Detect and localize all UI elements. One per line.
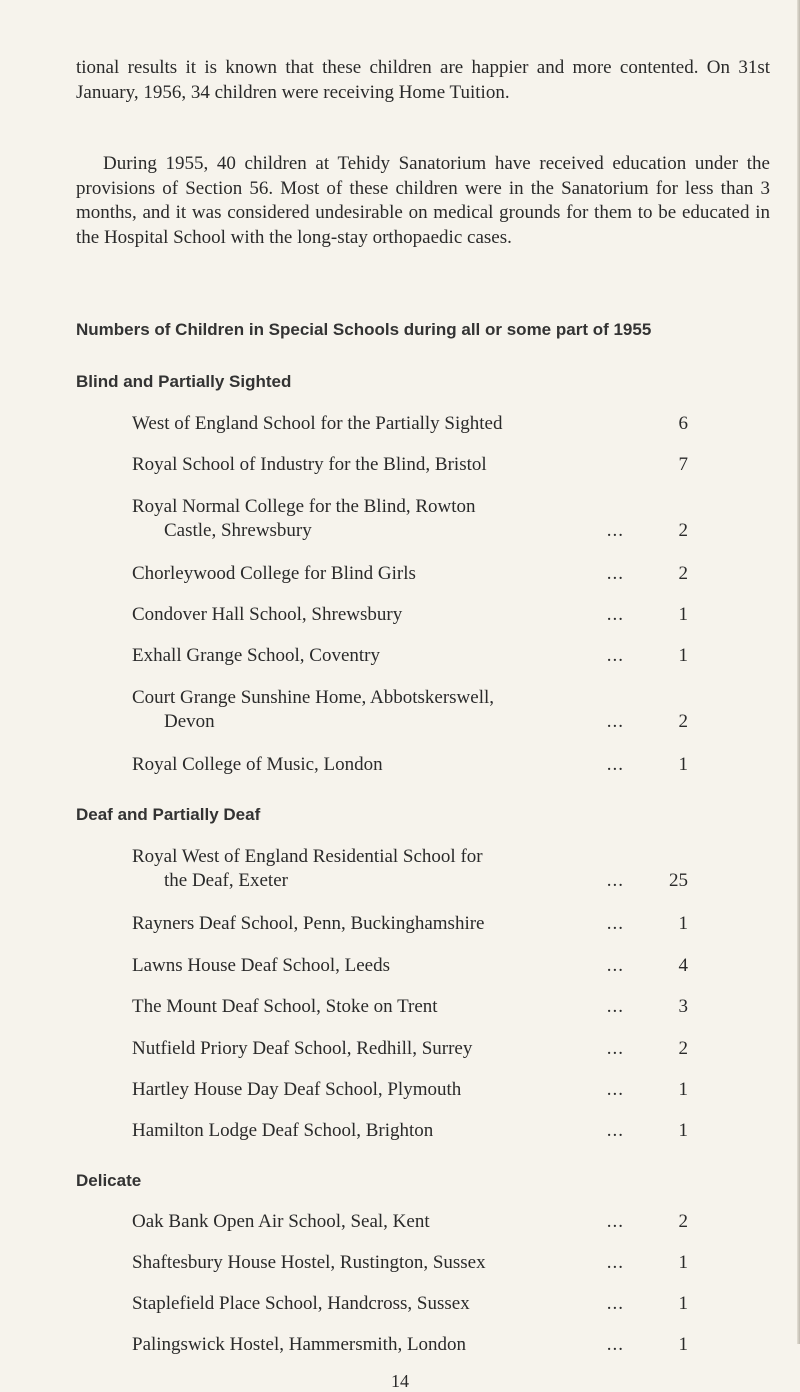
leader-dots: ... [606, 955, 624, 976]
school-name: Royal School of Industry for the Blind, Bristol [132, 454, 487, 475]
list-item [132, 453, 688, 477]
school-name-continued: Castle, Shrewsbury [164, 520, 312, 541]
list-item [132, 562, 688, 586]
child-count: 1 [678, 645, 688, 666]
school-name: Staplefield Place School, Handcross, Sussex [132, 1293, 470, 1314]
list-item [132, 1078, 688, 1102]
child-count: 2 [678, 1211, 688, 1232]
child-count: 1 [678, 1120, 688, 1141]
page-number: 14 [391, 1371, 409, 1391]
child-count: 2 [678, 1038, 688, 1059]
leader-dots: ... [606, 520, 624, 541]
list-item [132, 753, 688, 777]
school-name-continued: Devon [164, 711, 215, 732]
section-title-blind: Blind and Partially Sighted [76, 372, 292, 391]
child-count: 7 [678, 454, 688, 475]
leader-dots: ... [606, 1334, 624, 1355]
list-item [132, 995, 688, 1019]
leader-dots: ... [606, 913, 624, 934]
list-item [132, 1251, 688, 1275]
section-title-delicate: Delicate [76, 1171, 142, 1190]
list-item [132, 1292, 688, 1316]
list-item [132, 686, 688, 734]
school-name: Rayners Deaf School, Penn, Buckinghamshire [132, 913, 485, 934]
leader-dots: ... [606, 754, 624, 775]
school-name: Palingswick Hostel, Hammersmith, London [132, 1334, 467, 1355]
section-title-deaf: Deaf and Partially Deaf [76, 805, 261, 824]
list-item [132, 495, 688, 543]
child-count: 1 [678, 1334, 688, 1355]
list-item [132, 644, 688, 668]
school-name: Chorleywood College for Blind Girls [132, 563, 416, 584]
school-name: West of England School for the Partially Sighted [132, 413, 503, 434]
leader-dots: ... [606, 996, 624, 1017]
school-name: Exhall Grange School, Coventry [132, 645, 381, 666]
main-heading: Numbers of Children in Special Schools during all or some part of 1955 [76, 320, 652, 339]
child-count: 2 [678, 711, 688, 732]
list-item [132, 1037, 688, 1061]
child-count: 1 [678, 754, 688, 775]
child-count: 1 [678, 913, 688, 934]
list-item [132, 912, 688, 936]
leader-dots: ... [606, 604, 624, 625]
leader-dots: ... [606, 1120, 624, 1141]
child-count: 3 [678, 996, 688, 1017]
leader-dots: ... [606, 1079, 624, 1100]
school-name: Royal West of England Residential School for [132, 846, 483, 867]
list-item [132, 603, 688, 627]
school-name: Court Grange Sunshine Home, Abbotskerswell, [132, 687, 495, 708]
leader-dots: ... [606, 711, 624, 732]
child-count: 1 [678, 1079, 688, 1100]
leader-dots: ... [606, 1252, 624, 1273]
school-name: Nutfield Priory Deaf School, Redhill, Surrey [132, 1038, 473, 1059]
leader-dots: ... [606, 563, 624, 584]
child-count: 1 [678, 604, 688, 625]
list-item [132, 1333, 688, 1357]
leader-dots: ... [606, 1211, 624, 1232]
list-item [132, 1210, 688, 1234]
child-count: 25 [669, 870, 688, 891]
child-count: 6 [678, 413, 688, 434]
school-name: Royal Normal College for the Blind, Rowton [132, 496, 476, 517]
school-name: Condover Hall School, Shrewsbury [132, 604, 403, 625]
leader-dots: ... [606, 1038, 624, 1059]
school-name: Hamilton Lodge Deaf School, Brighton [132, 1120, 434, 1141]
school-name: Lawns House Deaf School, Leeds [132, 955, 391, 976]
child-count: 1 [678, 1252, 688, 1273]
list-item [132, 412, 688, 436]
leader-dots: ... [606, 870, 624, 891]
list-item [132, 954, 688, 978]
child-count: 4 [678, 955, 688, 976]
school-name: The Mount Deaf School, Stoke on Trent [132, 996, 438, 1017]
child-count: 2 [678, 563, 688, 584]
leader-dots: ... [606, 645, 624, 666]
paragraph-home-tuition: tional results it is known that these children are happier and more contented. On 31st January, 1956, 34 children were receiving Home Tuition. [76, 57, 770, 103]
school-name: Royal College of Music, London [132, 754, 383, 775]
leader-dots: ... [606, 1293, 624, 1314]
school-name-continued: the Deaf, Exeter [164, 870, 288, 891]
child-count: 1 [678, 1293, 688, 1314]
list-item [132, 845, 688, 893]
paragraph-tehidy-sanatorium: During 1955, 40 children at Tehidy Sanatorium have received education under the provisions of Section 56. Most of these children were in the Sanatorium for less than 3 months, and it was considered undesirable on medical grounds for them to be educated in the Hospital School with the long-stay orthopaedic cases. [76, 153, 770, 248]
school-name: Shaftesbury House Hostel, Rustington, Sussex [132, 1252, 486, 1273]
school-name: Oak Bank Open Air School, Seal, Kent [132, 1211, 430, 1232]
list-item [132, 1119, 688, 1143]
school-name: Hartley House Day Deaf School, Plymouth [132, 1079, 462, 1100]
child-count: 2 [678, 520, 688, 541]
